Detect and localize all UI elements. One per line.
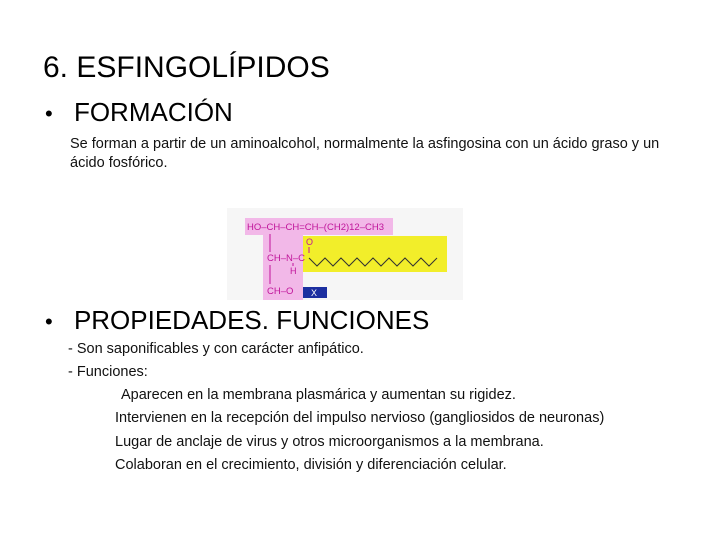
- amide-row-text: CH–N–C: [267, 253, 306, 264]
- section-propiedades-heading: [45, 304, 429, 338]
- amide-hydrogen: H: [290, 266, 297, 276]
- slide-title: 6. ESFINGOLÍPIDOS: [43, 51, 330, 84]
- section-formacion-heading: [45, 96, 233, 130]
- sphingolipid-structure-diagram: [227, 208, 463, 300]
- bullet-icon: •: [45, 309, 53, 334]
- funcion-line: Intervienen en la recepción del impulso nervioso (gangliosidos de neuronas): [115, 410, 605, 426]
- fatty-acid-band: [303, 236, 447, 272]
- phosphate-row-text: CH–O: [267, 286, 294, 297]
- propiedades-line: - Son saponificables y con carácter anfipático.: [68, 341, 364, 357]
- funcion-line: Aparecen en la membrana plasmárica y aumentan su rigidez.: [121, 387, 516, 403]
- propiedades-line: - Funciones:: [68, 364, 148, 380]
- sphingosine-row-text: HO–CH–CH=CH–(CH2)12–CH3: [247, 222, 384, 233]
- section-heading-text: PROPIEDADES. FUNCIONES: [73, 305, 430, 335]
- bullet-icon: •: [45, 101, 53, 126]
- funcion-line: Colaboran en el crecimiento, división y diferenciación celular.: [115, 457, 507, 473]
- carbonyl-oxygen: O: [306, 237, 314, 247]
- formacion-paragraph: Se forman a partir de un aminoalcohol, normalmente la asfingosina con un ácido graso y un ácido fosfórico.: [70, 136, 660, 171]
- x-group-label: X: [311, 288, 318, 298]
- funcion-line: Lugar de anclaje de virus y otros microorganismos a la membrana.: [115, 434, 544, 450]
- section-heading-text: FORMACIÓN: [73, 97, 233, 127]
